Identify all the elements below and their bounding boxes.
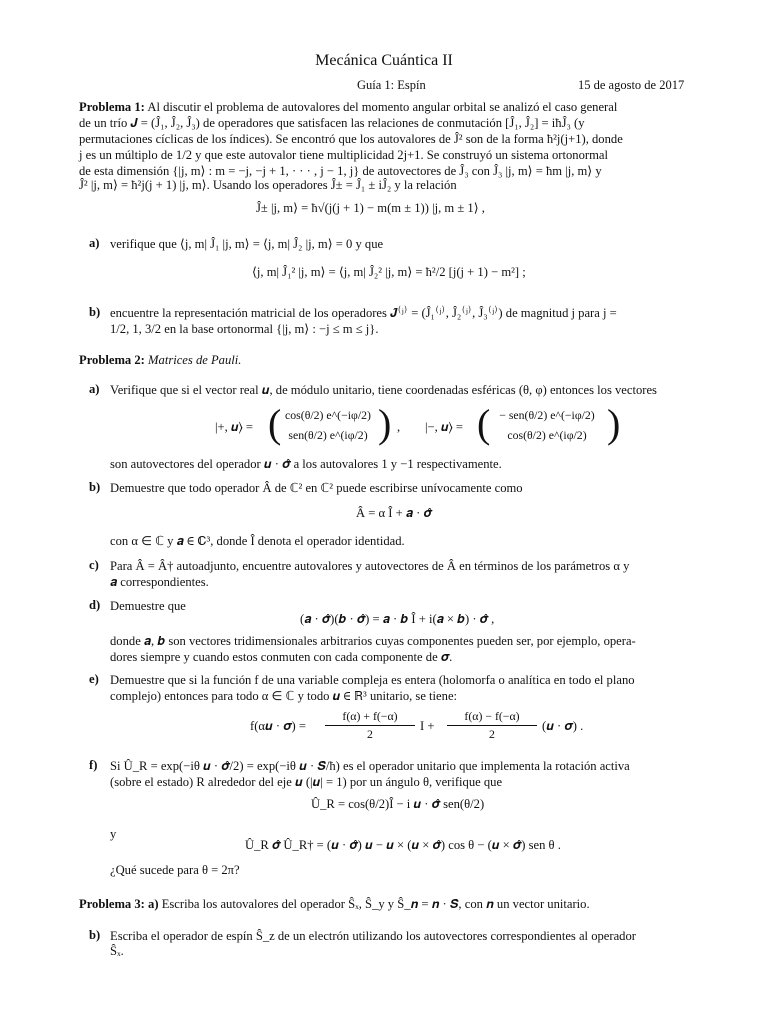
p2-e-end: (𝒖 · 𝝈) . [542, 719, 584, 733]
p2-f-eq2: Û_R 𝝈̂ Û_R† = (𝒖 · 𝝈̂) 𝒖 − 𝒖 × (𝒖 × 𝝈̂) cos θ − (𝒖 × 𝝈̂) sen θ . [245, 838, 561, 852]
p3-b-line1: Escriba el operador de espín Ŝ_z de un electrón utilizando los autovectores correspondientes al operador [110, 929, 636, 943]
p1-line2: de un trío 𝑱 = (Ĵ₁, Ĵ₂, Ĵ₃) de operadores que satisfacen las relaciones de conmutación [Ĵ₁, Ĵ₂] = iħĴ₃ (y [79, 116, 585, 130]
p1-b-line1: encuentre la representación matricial de los operadores 𝑱̂⁽ʲ⁾ = (Ĵ₁⁽ʲ⁾, Ĵ₂⁽ʲ⁾, Ĵ₃⁽ʲ⁾) de magnitud j para j = [110, 306, 617, 320]
left-paren-plus: ( [268, 401, 282, 446]
ket-plus-bottom: sen(θ/2) e^(iφ/2) [288, 428, 368, 442]
p2-title: Matrices de Pauli. [148, 353, 242, 367]
p1-line5: de esta dimensión {|j, m⟩ : m = −j, −j + 1, · · · , j − 1, j} de autovectores de Ĵ₃ con Ĵ₃ |j, m⟩ = ħm |j, m⟩ y [79, 164, 602, 178]
ket-minus-vector [487, 405, 607, 445]
right-paren-plus: ) [378, 401, 392, 446]
ket-minus-bottom: cos(θ/2) e^(iφ/2) [507, 428, 587, 442]
p2-f-line1: Si Û_R = exp(−iθ 𝒖 · 𝝈̂/2) = exp(−iθ 𝒖 · 𝑺̂/ħ) es el operador unitario que implementa la rotación activa [110, 759, 630, 773]
p2-d-line2: dores siempre y cuando estos conmuten con cada componente de 𝝈. [110, 650, 453, 664]
p1-b-label: b) [89, 305, 101, 319]
p1-raising-eq: Ĵ± |j, m⟩ = ħ√(j(j + 1) − m(m ± 1)) |j, m ± 1⟩ , [256, 201, 485, 215]
p2-e-num1: f(α) + f(−α) [325, 708, 415, 726]
ket-plus-top: cos(θ/2) e^(−iφ/2) [285, 408, 371, 422]
p3-b-label: b) [89, 928, 101, 942]
p3-heading [79, 896, 699, 913]
p2-d-line1: donde 𝒂, 𝒃 son vectores tridimensionales arbitrarios cuyas componentes pueden ser, por ejemplo, opera- [110, 634, 636, 648]
right-paren-minus: ) [607, 401, 621, 446]
p2-c-label: c) [89, 558, 99, 572]
p1-text1: Al discutir el problema de autovalores del momento angular orbital se analizó el caso general [147, 100, 618, 114]
p1-line1 [79, 99, 699, 116]
p1-a-text: verifique que ⟨j, m| Ĵ₁ |j, m⟩ = ⟨j, m| Ĵ₂ |j, m⟩ = 0 y que [110, 237, 384, 251]
p1-line6: Ĵ² |j, m⟩ = ħ²j(j + 1) |j, m⟩. Usando los operadores Ĵ± = Ĵ₁ ± iĴ₂ y la relación [79, 178, 457, 192]
document-title: Mecánica Cuántica II [315, 52, 453, 69]
p2-e-den2: 2 [489, 727, 495, 741]
guide-subtitle: Guía 1: Espín [357, 78, 426, 92]
ket-plus-vector [278, 405, 378, 445]
p2-heading [79, 352, 699, 369]
p2-b-end: con α ∈ ℂ y 𝒂 ∈ ℂ³, donde Î denota el operador identidad. [110, 534, 405, 548]
p1-line4: j es un múltiplo de 1/2 y que este autovalor tiene multiplicidad 2j+1. Se construyó un sistema ortonormal [79, 148, 608, 162]
p2-e-lhs: f(α𝒖 · 𝝈) = [250, 719, 306, 733]
p3-b-line2: Ŝₓ. [110, 944, 124, 958]
p2-f-question: ¿Qué sucede para θ = 2π? [110, 863, 240, 877]
p2-b-label: b) [89, 480, 101, 494]
p2-c-line1: Para Â = Â† autoadjunto, encuentre autovalores y autovectores de Â en términos de los parámetros α y [110, 559, 630, 573]
p2-e-den1: 2 [367, 727, 373, 741]
p2-e-line1: Demuestre que si la función f de una variable compleja es entera (holomorfa o analítica en todo el plano [110, 673, 635, 687]
p2-e-num2: f(α) − f(−α) [447, 708, 537, 726]
p2-e-fraction1 [325, 708, 415, 743]
left-paren-minus: ( [477, 401, 491, 446]
p2-label: Problema 2: [79, 353, 145, 367]
p3-label: Problema 3: [79, 897, 145, 911]
p1-label: Problema 1: [79, 100, 145, 114]
p2-d-label: d) [89, 598, 101, 612]
p3-a-label: a) [148, 897, 159, 911]
p1-b-line2: 1/2, 1, 3/2 en la base ortonormal {|j, m⟩ : −j ≤ m ≤ j}. [110, 322, 379, 336]
document-date: 15 de agosto de 2017 [578, 78, 685, 92]
ket-minus-top: − sen(θ/2) e^(−iφ/2) [499, 408, 595, 422]
p2-b-eq: Â = α Î + 𝒂 · 𝝈̂ [356, 506, 432, 520]
p1-line3: permutaciones cíclicas de los índices). Se encontró que los autovalores de Ĵ² son de la forma ħ²j(j+1), donde [79, 132, 623, 146]
p2-f-line2: (sobre el estado) R alrededor del eje 𝒖 (|𝒖| = 1) por un ángulo θ, verifique que [110, 775, 503, 789]
p1-a-label: a) [89, 236, 100, 250]
p1-a-eq: ⟨j, m| Ĵ₁² |j, m⟩ = ⟨j, m| Ĵ₂² |j, m⟩ = ħ²/2 [j(j + 1) − m²] ; [252, 265, 526, 279]
ket-minus-label: |−, 𝒖⟩ = [425, 420, 464, 434]
vector-separator: , [397, 420, 401, 434]
p3-a-text: Escriba los autovalores del operador Ŝₓ, Ŝ_y y Ŝ_𝒏 = 𝒏 · 𝑺̂, con 𝒏 un vector unitario. [161, 897, 590, 911]
ket-plus-label: |+, 𝒖⟩ = [215, 420, 254, 434]
p2-e-label: e) [89, 672, 99, 686]
p2-a-end: son autovectores del operador 𝒖 · 𝝈̂ a los autovalores 1 y −1 respectivamente. [110, 457, 502, 471]
p2-f-label: f) [89, 758, 98, 772]
p2-d-eq: (𝒂 · 𝝈̂)(𝒃 · 𝝈̂) = 𝒂 · 𝒃 Î + i(𝒂 × 𝒃) · 𝝈̂ , [300, 612, 495, 626]
p2-c-line2: 𝒂 correspondientes. [110, 575, 209, 589]
p2-a-label: a) [89, 382, 100, 396]
p2-a-text: Verifique que si el vector real 𝒖, de módulo unitario, tiene coordenadas esféricas (θ, φ) entonces los vectores [110, 383, 657, 397]
p2-b-text: Demuestre que todo operador Â de ℂ² en ℂ² puede escribirse unívocamente como [110, 481, 523, 495]
p2-e-mid: I + [420, 719, 435, 733]
p2-f-eq1: Û_R = cos(θ/2)Î − i 𝒖 · 𝝈̂ sen(θ/2) [311, 797, 485, 811]
p2-e-fraction2 [447, 708, 537, 743]
p2-d-text: Demuestre que [110, 599, 186, 613]
p2-e-line2: complejo) entonces para todo α ∈ ℂ y todo 𝒖 ∈ ℝ³ unitario, se tiene: [110, 689, 458, 703]
p2-f-y: y [110, 827, 117, 841]
